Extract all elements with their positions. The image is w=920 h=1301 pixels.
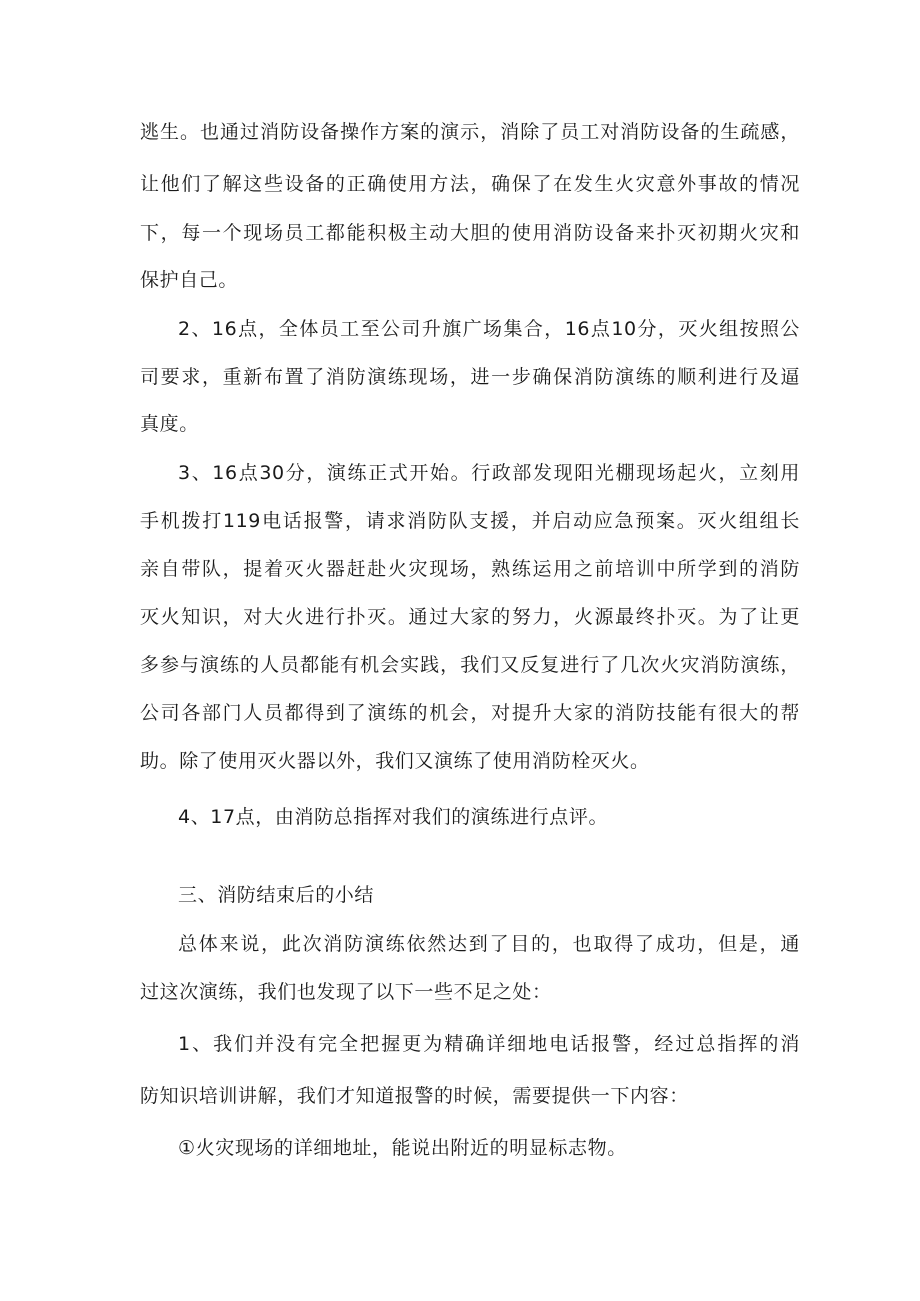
- text-line: 司要求，重新布置了消防演练现场，进一步确保消防演练的顺利进行及逼: [140, 366, 800, 388]
- text-line: 让他们了解这些设备的正确使用方法，确保了在发生火灾意外事故的情况: [140, 173, 800, 195]
- section-heading: 三、消防结束后的小结: [178, 884, 375, 906]
- text-line: 防知识培训讲解，我们才知道报警的时候，需要提供一下内容：: [140, 1085, 689, 1107]
- text-line: 真度。: [140, 413, 199, 435]
- text-line: 下，每一个现场员工都能积极主动大胆的使用消防设备来扑灭初期火灾和: [140, 222, 800, 244]
- paragraph-item-2-line: 2、16点，全体员工至公司升旗广场集合，16点10分，灭火组按照公: [178, 318, 800, 340]
- paragraph-item-4-line: 4、17点，由消防总指挥对我们的演练进行点评。: [178, 806, 609, 828]
- text-line: 过这次演练，我们也发现了以下一些不足之处：: [140, 981, 552, 1003]
- text-line: 多参与演练的人员都能有机会实践，我们又反复进行了几次火灾消防演练，: [140, 654, 800, 676]
- text-line: 逃生。也通过消防设备操作方案的演示，消除了员工对消防设备的生疏感，: [140, 121, 800, 143]
- text-line: 灭火知识，对大火进行扑灭。通过大家的努力，火源最终扑灭。为了让更: [140, 606, 800, 628]
- text-line: 亲自带队，提着灭火器赶赴火灾现场，熟练运用之前培训中所学到的消防: [140, 558, 800, 580]
- text-line: 手机拨打119电话报警，请求消防队支援，并启动应急预案。灭火组组长: [140, 510, 800, 532]
- list-item-circled-1: ①火灾现场的详细地址，能说出附近的明显标志物。: [178, 1137, 627, 1159]
- paragraph-item-3-line: 3、16点30分，演练正式开始。行政部发现阳光棚现场起火，立刻用: [178, 462, 800, 484]
- summary-paragraph-line: 总体来说，此次消防演练依然达到了目的，也取得了成功，但是，通: [178, 933, 800, 955]
- text-line: 公司各部门人员都得到了演练的机会，对提升大家的消防技能有很大的帮: [140, 702, 800, 724]
- paragraph-item-1-line: 1、我们并没有完全把握更为精确详细地电话报警，经过总指挥的消: [178, 1033, 800, 1055]
- text-line: 保护自己。: [140, 269, 239, 291]
- text-line: 助。除了使用灭火器以外，我们又演练了使用消防栓灭火。: [140, 750, 650, 772]
